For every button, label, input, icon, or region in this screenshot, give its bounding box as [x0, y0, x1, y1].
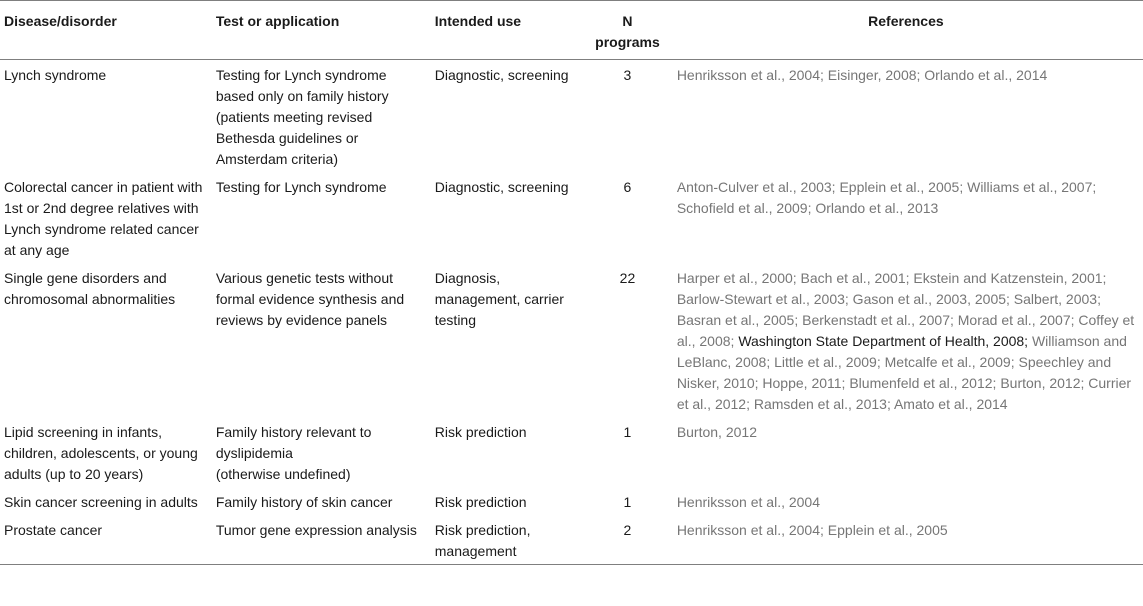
- references-part-c: Williamson and LeBlanc, 2008; Little et al., 2009; Metcalfe et al., 2009; Speechley and Nisker, 2010; Hoppe, 2011; Blumenfeld et al., 2012; Burton, 2012; Currier et al., 2012; Ramsden et al., 2013; Amato et al., 2014: [676, 333, 1132, 412]
- cell-disease: Lipid screening in infants, children, adolescents, or young adults (up to 20 years): [4, 424, 198, 482]
- cell-n-programs: 3: [623, 67, 632, 83]
- cell-references: Henriksson et al., 2004; Eisinger, 2008; Orlando et al., 2014: [676, 67, 1048, 83]
- table-row: [0, 515, 1143, 565]
- cell-intended-use: Risk prediction: [434, 494, 527, 510]
- cell-test: Tumor gene expression analysis: [215, 522, 417, 538]
- header-n-programs: [586, 1, 669, 60]
- cell-n-programs: 2: [623, 522, 632, 538]
- cell-intended-use: Risk prediction, management: [434, 522, 531, 559]
- header-n-line2: programs: [595, 34, 660, 50]
- header-intended-use: Intended use: [434, 13, 522, 29]
- references-part-b: Washington State Department of Health, 2008;: [738, 333, 1032, 349]
- cell-disease: Prostate cancer: [4, 522, 103, 538]
- cell-test: Various genetic tests without formal evidence synthesis and reviews by evidence panels: [215, 270, 405, 328]
- table-row: [0, 172, 1143, 263]
- cell-intended-use: Diagnostic, screening: [434, 179, 569, 195]
- cell-disease: Colorectal cancer in patient with 1st or 2nd degree relatives with Lynch syndrome related cancer at any age: [4, 179, 203, 258]
- header-disease: Disease/disorder: [4, 13, 117, 29]
- table-header: [0, 1, 1143, 60]
- cell-test-line1: Family history relevant to dyslipidemia: [215, 424, 372, 461]
- cell-n-programs: 1: [623, 494, 632, 510]
- cell-references: [669, 263, 1143, 417]
- cell-references: Henriksson et al., 2004: [676, 494, 821, 510]
- cell-disease: Lynch syndrome: [4, 67, 107, 83]
- cell-test: Testing for Lynch syndrome: [215, 179, 387, 195]
- table-row: [0, 417, 1143, 487]
- table-row: [0, 487, 1143, 515]
- table-row: [0, 60, 1143, 173]
- table-row: [0, 263, 1143, 417]
- cell-references: Anton-Culver et al., 2003; Epplein et al., 2005; Williams et al., 2007; Schofield et al., 2009; Orlando et al., 2013: [676, 179, 1097, 216]
- cell-disease: Single gene disorders and chromosomal abnormalities: [4, 270, 176, 307]
- cell-test: Testing for Lynch syndrome based only on family history (patients meeting revised Bethesda guidelines or Amsterdam criteria): [215, 67, 389, 167]
- cell-n-programs: 6: [623, 179, 632, 195]
- header-row: [0, 1, 1143, 60]
- cell-intended-use: Diagnosis, management, carrier testing: [434, 270, 564, 328]
- references-part-a: Harper et al., 2000; Bach et al., 2001; Ekstein and Katzenstein, 2001; Barlow-Stewart et al., 2003; Gason et al., 2003, 2005; Salbert, 2003; Basran et al., 2005; Berkenstadt et al., 2007; Morad et al., 2007; Coffey et al., 2008;: [676, 270, 1135, 349]
- table-body: [0, 60, 1143, 565]
- cell-n-programs: 1: [623, 424, 632, 440]
- cell-references: Henriksson et al., 2004; Epplein et al., 2005: [676, 522, 948, 538]
- cell-disease: Skin cancer screening in adults: [4, 494, 198, 510]
- cell-test: [212, 417, 431, 487]
- cell-references: Burton, 2012: [676, 424, 757, 440]
- header-test: Test or application: [215, 13, 340, 29]
- cell-intended-use: Risk prediction: [434, 424, 527, 440]
- cell-intended-use: Diagnostic, screening: [434, 67, 569, 83]
- cell-test-line2: (otherwise undefined): [215, 466, 351, 482]
- header-references: References: [868, 13, 944, 29]
- cell-n-programs: 22: [619, 270, 636, 286]
- header-n-line1: N: [622, 13, 633, 29]
- cell-test: Family history of skin cancer: [215, 494, 393, 510]
